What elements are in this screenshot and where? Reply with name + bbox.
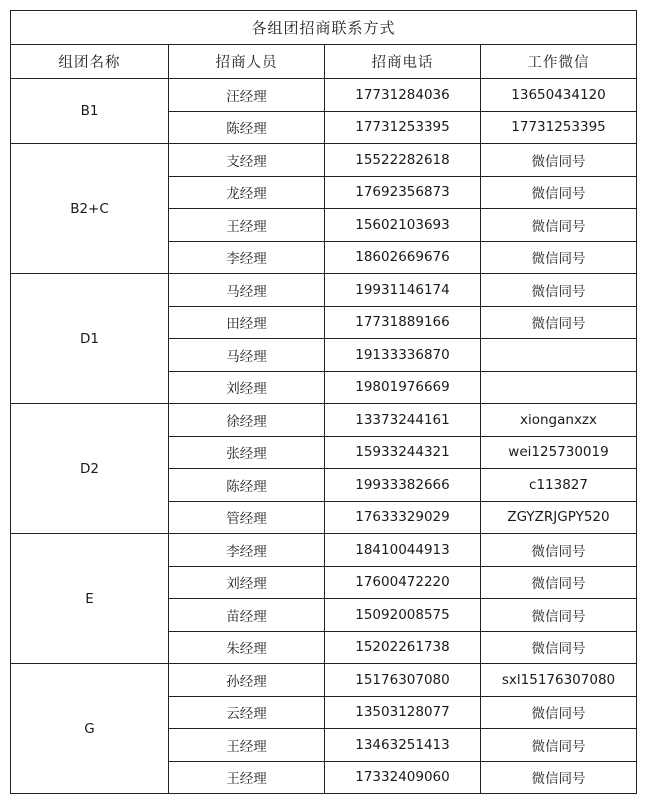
person-cell: 刘经理 <box>169 566 325 599</box>
phone-cell: 17600472220 <box>325 566 481 599</box>
header-phone: 招商电话 <box>325 45 481 79</box>
wechat-cell: wei125730019 <box>481 436 637 469</box>
person-cell: 马经理 <box>169 339 325 372</box>
person-cell: 管经理 <box>169 501 325 534</box>
wechat-cell: 微信同号 <box>481 599 637 632</box>
wechat-cell: 微信同号 <box>481 144 637 177</box>
phone-cell: 17633329029 <box>325 501 481 534</box>
table-title: 各组团招商联系方式 <box>11 11 637 45</box>
wechat-cell <box>481 371 637 404</box>
wechat-cell: 17731253395 <box>481 111 637 144</box>
wechat-cell: 微信同号 <box>481 696 637 729</box>
phone-cell: 15092008575 <box>325 599 481 632</box>
person-cell: 张经理 <box>169 436 325 469</box>
person-cell: 朱经理 <box>169 631 325 664</box>
person-cell: 王经理 <box>169 209 325 242</box>
wechat-cell: 微信同号 <box>481 761 637 794</box>
header-group-name: 组团名称 <box>11 45 169 79</box>
group-name-cell: G <box>11 664 169 794</box>
wechat-cell: 微信同号 <box>481 566 637 599</box>
phone-cell: 17731253395 <box>325 111 481 144</box>
person-cell: 李经理 <box>169 241 325 274</box>
person-cell: 汪经理 <box>169 79 325 112</box>
phone-cell: 19931146174 <box>325 274 481 307</box>
wechat-cell: ZGYZRJGPY520 <box>481 501 637 534</box>
phone-cell: 13463251413 <box>325 729 481 762</box>
person-cell: 王经理 <box>169 729 325 762</box>
group-name-cell: B2+C <box>11 144 169 274</box>
phone-cell: 17332409060 <box>325 761 481 794</box>
person-cell: 龙经理 <box>169 176 325 209</box>
phone-cell: 15933244321 <box>325 436 481 469</box>
wechat-cell: xionganxzx <box>481 404 637 437</box>
table-row <box>11 79 637 112</box>
table-row <box>11 144 637 177</box>
wechat-cell: 微信同号 <box>481 209 637 242</box>
group-name-cell: E <box>11 534 169 664</box>
phone-cell: 15522282618 <box>325 144 481 177</box>
group-name-cell: D1 <box>11 274 169 404</box>
table-row <box>11 404 637 437</box>
person-cell: 李经理 <box>169 534 325 567</box>
wechat-cell: 微信同号 <box>481 241 637 274</box>
phone-cell: 17731284036 <box>325 79 481 112</box>
person-cell: 陈经理 <box>169 111 325 144</box>
table-row <box>11 274 637 307</box>
table-row <box>11 534 637 567</box>
phone-cell: 19133336870 <box>325 339 481 372</box>
phone-cell: 17692356873 <box>325 176 481 209</box>
wechat-cell: 13650434120 <box>481 79 637 112</box>
wechat-cell: c113827 <box>481 469 637 502</box>
person-cell: 陈经理 <box>169 469 325 502</box>
phone-cell: 19801976669 <box>325 371 481 404</box>
person-cell: 马经理 <box>169 274 325 307</box>
contact-table <box>10 10 637 794</box>
person-cell: 王经理 <box>169 761 325 794</box>
phone-cell: 19933382666 <box>325 469 481 502</box>
phone-cell: 17731889166 <box>325 306 481 339</box>
table-header-row <box>11 45 637 79</box>
table-row <box>11 664 637 697</box>
wechat-cell: 微信同号 <box>481 306 637 339</box>
person-cell: 田经理 <box>169 306 325 339</box>
phone-cell: 18410044913 <box>325 534 481 567</box>
wechat-cell <box>481 339 637 372</box>
person-cell: 苗经理 <box>169 599 325 632</box>
wechat-cell: 微信同号 <box>481 176 637 209</box>
phone-cell: 15176307080 <box>325 664 481 697</box>
phone-cell: 15202261738 <box>325 631 481 664</box>
phone-cell: 13373244161 <box>325 404 481 437</box>
wechat-cell: sxl15176307080 <box>481 664 637 697</box>
group-name-cell: D2 <box>11 404 169 534</box>
header-person: 招商人员 <box>169 45 325 79</box>
contact-table-container <box>10 10 636 794</box>
wechat-cell: 微信同号 <box>481 534 637 567</box>
person-cell: 刘经理 <box>169 371 325 404</box>
table-title-row <box>11 11 637 45</box>
wechat-cell: 微信同号 <box>481 729 637 762</box>
group-name-cell: B1 <box>11 79 169 144</box>
person-cell: 支经理 <box>169 144 325 177</box>
person-cell: 徐经理 <box>169 404 325 437</box>
phone-cell: 13503128077 <box>325 696 481 729</box>
person-cell: 孙经理 <box>169 664 325 697</box>
wechat-cell: 微信同号 <box>481 631 637 664</box>
table-body <box>11 79 637 794</box>
phone-cell: 15602103693 <box>325 209 481 242</box>
person-cell: 云经理 <box>169 696 325 729</box>
phone-cell: 18602669676 <box>325 241 481 274</box>
wechat-cell: 微信同号 <box>481 274 637 307</box>
header-wechat: 工作微信 <box>481 45 637 79</box>
